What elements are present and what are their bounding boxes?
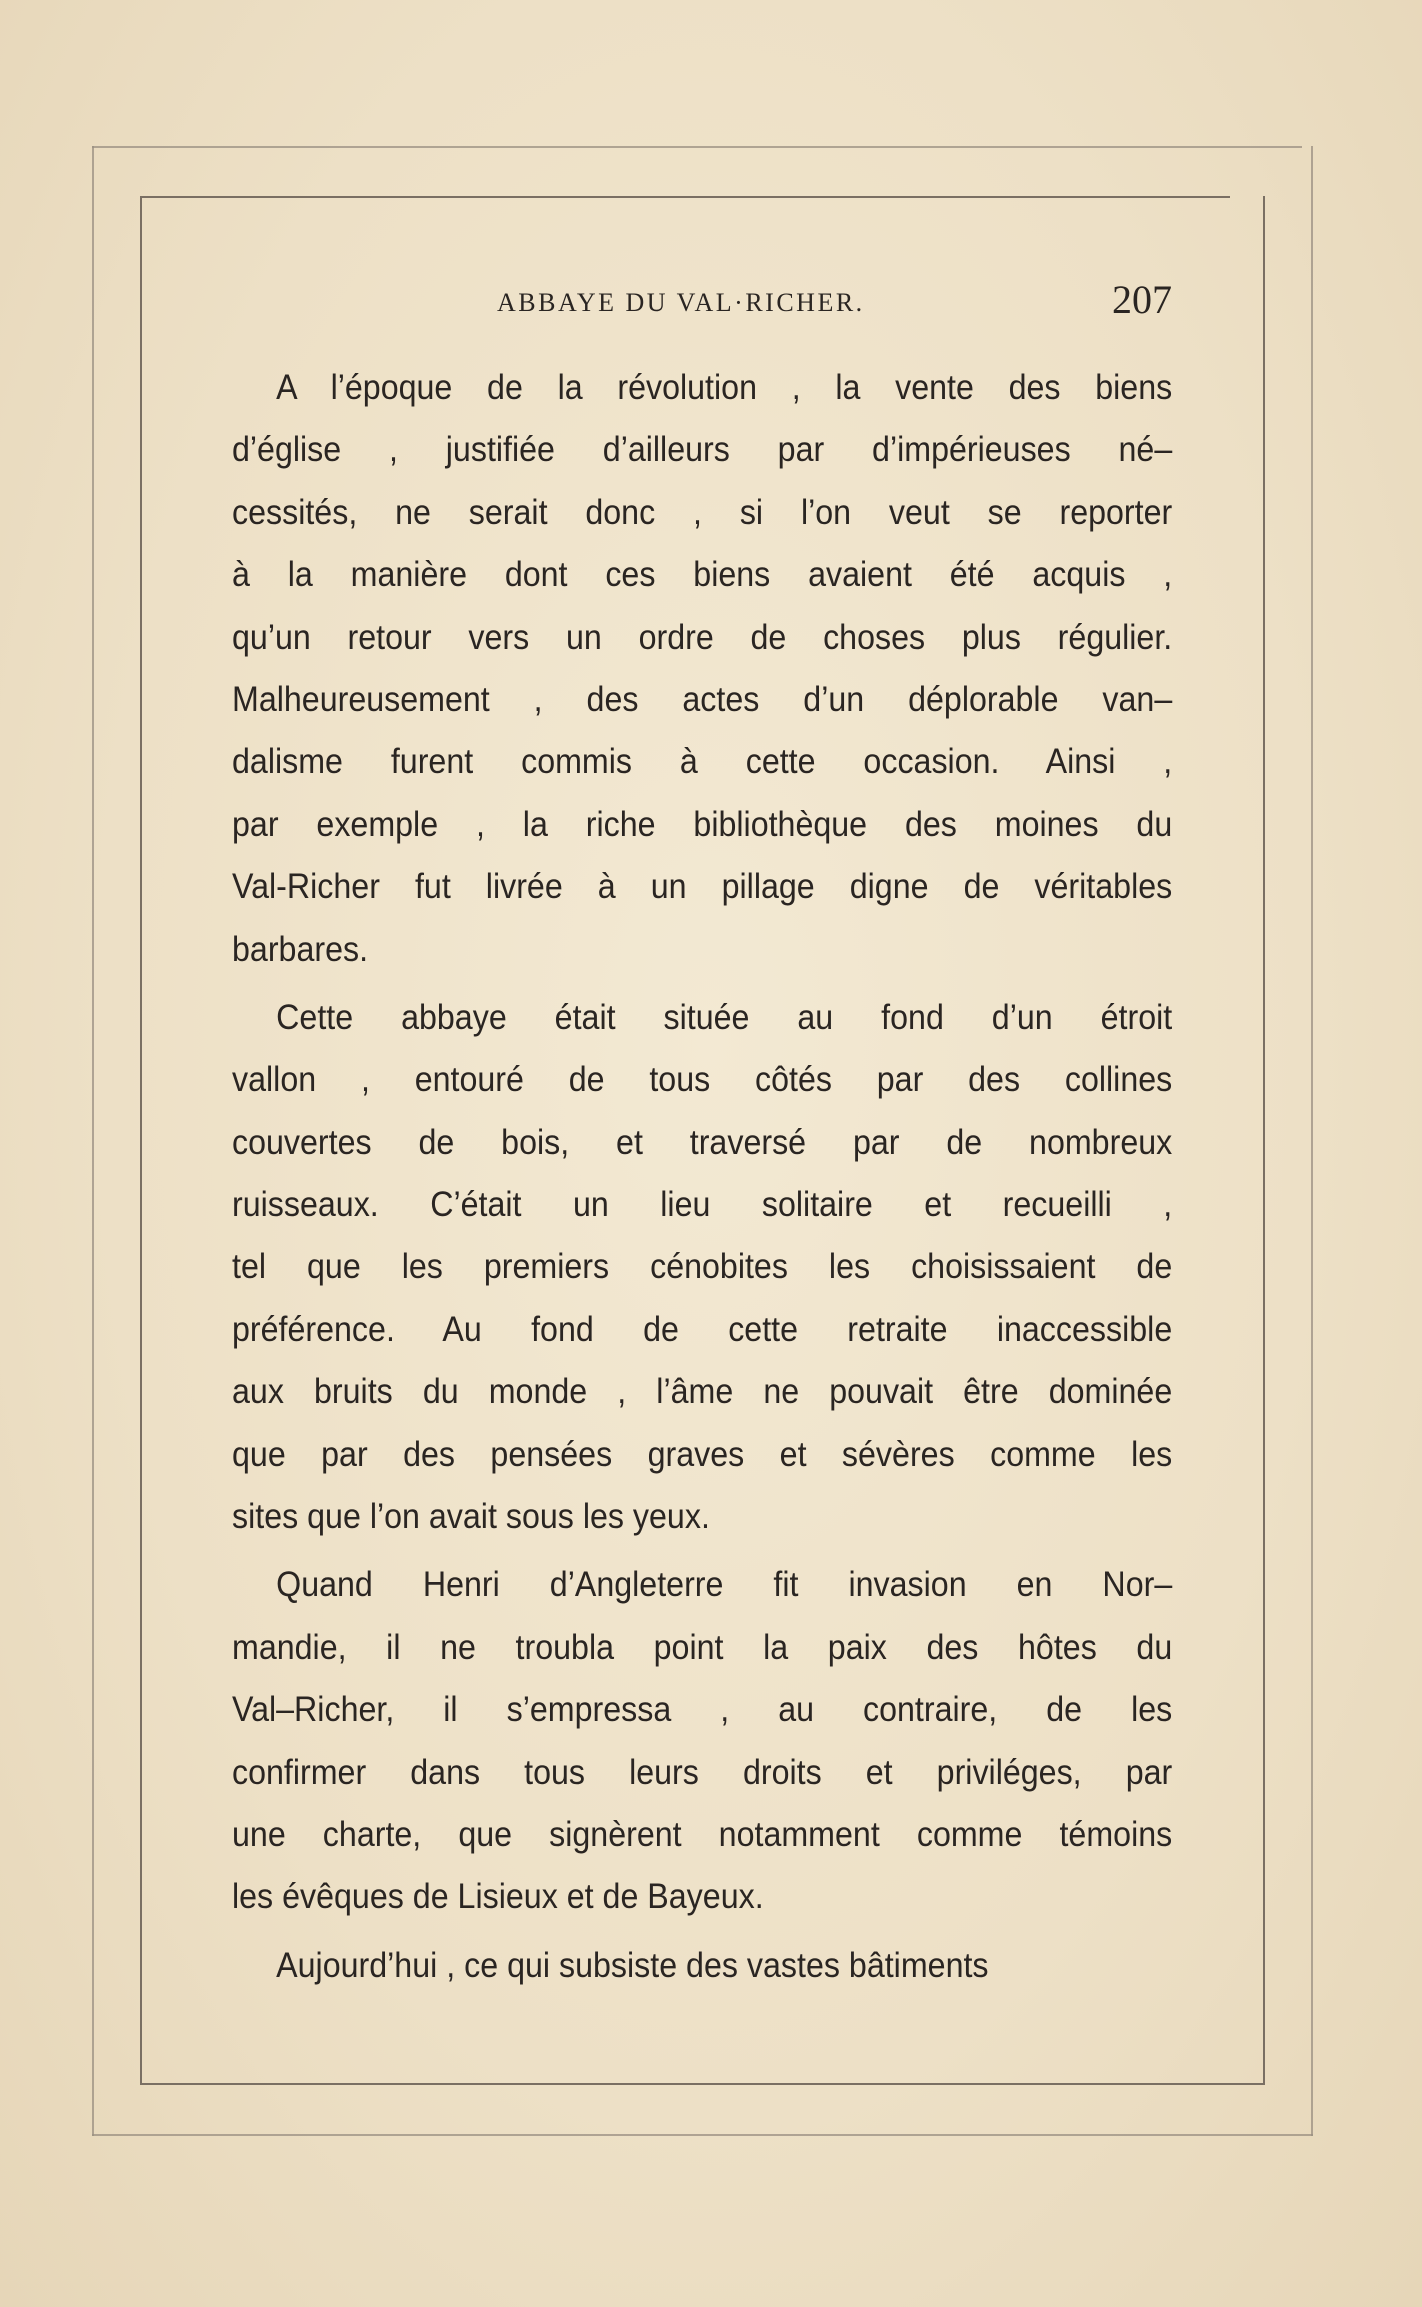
text-line: par exemple , la riche bibliothèque des moines du — [232, 804, 1173, 844]
text-line: Val-Richer fut livrée à un pillage digne de véritables — [232, 867, 1173, 907]
text-line: Cette abbaye était située au fond d’un étroit — [276, 997, 1173, 1037]
text-line: sites que l’on avait sous les yeux. — [232, 1497, 710, 1537]
inner-bottom-rule — [140, 2083, 1265, 2085]
running-title: ABBAYE DU VAL·RICHER. — [497, 288, 865, 317]
text-line: à la manière dont ces biens avaient été acquis , — [232, 555, 1173, 595]
text-line: que par des pensées graves et sévères comme les — [232, 1434, 1173, 1474]
inner-left-rule — [140, 196, 142, 2083]
text-line: Quand Henri d’Angleterre fit invasion en Nor– — [276, 1565, 1173, 1605]
text-line: Malheureusement , des actes d’un déplorable van– — [232, 679, 1173, 719]
text-line: barbares. — [232, 929, 369, 969]
page-number: 207 — [1112, 277, 1172, 322]
text-line: Val–Richer, il s’empressa , au contraire, de les — [232, 1690, 1173, 1730]
text-line: d’église , justifiée d’ailleurs par d’impérieuses né– — [232, 430, 1173, 470]
inner-right-rule — [1263, 196, 1265, 2083]
text-line: couvertes de bois, et traversé par de nombreux — [232, 1122, 1173, 1162]
text-line: aux bruits du monde , l’âme ne pouvait être dominée — [232, 1372, 1173, 1412]
text-line: une charte, que signèrent notamment comme témoins — [232, 1814, 1173, 1854]
text-line: A l’époque de la révolution , la vente des biens — [276, 368, 1173, 407]
text-line: préférence. Au fond de cette retraite inaccessible — [232, 1309, 1173, 1349]
text-line: tel que les premiers cénobites les choisissaient de — [232, 1247, 1173, 1287]
outer-top-rule — [92, 146, 1302, 148]
text-line: cessités, ne serait donc , si l’on veut se reporter — [232, 492, 1173, 532]
text-line: Aujourd’hui , ce qui subsiste des vastes bâtiments — [276, 1945, 989, 1985]
body-text — [232, 357, 1172, 1997]
inner-top-rule — [140, 196, 1230, 198]
text-line: mandie, il ne troubla point la paix des hôtes du — [232, 1627, 1173, 1667]
text-line: confirmer dans tous leurs droits et priviléges, par — [232, 1752, 1173, 1792]
outer-left-rule — [92, 146, 94, 2136]
outer-right-rule — [1311, 146, 1313, 2136]
text-line: les évêques de Lisieux et de Bayeux. — [232, 1877, 764, 1917]
text-line: qu’un retour vers un ordre de choses plus régulier. — [232, 617, 1173, 657]
outer-bottom-rule — [92, 2134, 1313, 2136]
text-line: ruisseaux. C’était un lieu solitaire et recueilli , — [232, 1185, 1173, 1225]
text-line: dalisme furent commis à cette occasion. Ainsi , — [232, 742, 1173, 782]
text-line: vallon , entouré de tous côtés par des collines — [232, 1060, 1173, 1100]
page-header — [232, 276, 1172, 326]
